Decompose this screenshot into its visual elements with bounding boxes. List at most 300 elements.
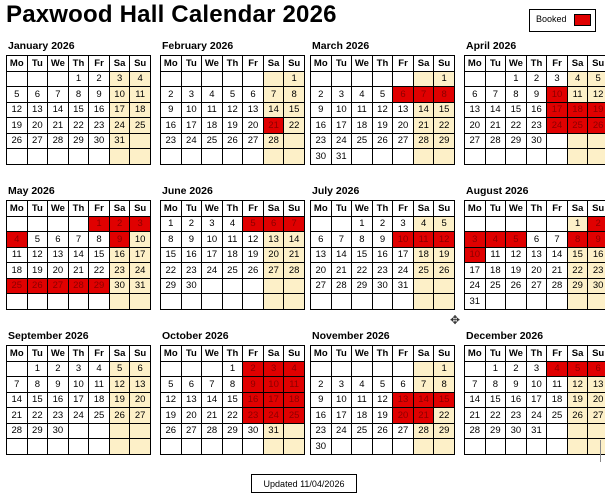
day-cell-empty bbox=[243, 294, 264, 310]
day-cell: 21 bbox=[414, 118, 435, 134]
day-cell-empty bbox=[332, 217, 353, 233]
day-cell-booked: 26 bbox=[588, 118, 605, 134]
day-cell: 4 bbox=[223, 217, 244, 233]
day-cell: 20 bbox=[243, 118, 264, 134]
day-header: Sa bbox=[414, 201, 435, 217]
day-header: Mo bbox=[311, 346, 332, 362]
day-cell-empty bbox=[182, 439, 203, 455]
day-cell: 11 bbox=[547, 377, 568, 393]
day-cell: 17 bbox=[465, 263, 486, 279]
day-cell: 1 bbox=[161, 217, 182, 233]
day-cell: 20 bbox=[48, 263, 69, 279]
day-cell-empty bbox=[414, 149, 435, 165]
day-cell: 10 bbox=[527, 377, 548, 393]
day-cell-empty bbox=[28, 217, 49, 233]
day-header: We bbox=[48, 201, 69, 217]
day-header: We bbox=[202, 201, 223, 217]
day-cell-empty bbox=[373, 362, 394, 378]
day-cell-empty bbox=[28, 439, 49, 455]
day-cell-empty bbox=[284, 134, 305, 150]
day-cell-booked: 24 bbox=[264, 408, 285, 424]
day-cell: 28 bbox=[48, 134, 69, 150]
day-cell-empty bbox=[486, 217, 507, 233]
day-cell: 18 bbox=[547, 393, 568, 409]
day-cell-booked: 10 bbox=[264, 377, 285, 393]
day-cell: 8 bbox=[352, 232, 373, 248]
day-cell: 23 bbox=[588, 263, 605, 279]
day-cell-empty bbox=[332, 294, 353, 310]
day-cell-empty bbox=[48, 217, 69, 233]
day-cell: 20 bbox=[182, 408, 203, 424]
day-cell: 12 bbox=[373, 103, 394, 119]
day-cell: 5 bbox=[434, 217, 455, 233]
month-table bbox=[310, 345, 455, 455]
day-header: Fr bbox=[393, 56, 414, 72]
day-cell-empty bbox=[414, 362, 435, 378]
day-cell-empty bbox=[202, 439, 223, 455]
day-cell-empty bbox=[527, 217, 548, 233]
day-cell-booked: 20 bbox=[393, 408, 414, 424]
day-cell: 29 bbox=[434, 134, 455, 150]
day-cell: 17 bbox=[332, 408, 353, 424]
day-cell-empty bbox=[568, 294, 589, 310]
day-header: Th bbox=[69, 346, 90, 362]
day-cell: 24 bbox=[465, 279, 486, 295]
day-cell-empty bbox=[568, 424, 589, 440]
day-cell: 15 bbox=[223, 393, 244, 409]
day-header: Mo bbox=[311, 56, 332, 72]
day-cell-empty bbox=[7, 362, 28, 378]
day-cell-booked: 11 bbox=[284, 377, 305, 393]
day-cell: 8 bbox=[28, 377, 49, 393]
day-cell: 14 bbox=[48, 103, 69, 119]
day-cell: 12 bbox=[161, 393, 182, 409]
day-cell: 24 bbox=[527, 408, 548, 424]
day-cell: 2 bbox=[311, 87, 332, 103]
day-cell: 27 bbox=[393, 424, 414, 440]
day-cell-empty bbox=[223, 279, 244, 295]
day-cell: 18 bbox=[7, 263, 28, 279]
day-cell: 30 bbox=[311, 439, 332, 455]
day-cell: 24 bbox=[110, 118, 131, 134]
day-header: We bbox=[48, 56, 69, 72]
month-title: August 2026 bbox=[466, 185, 529, 197]
day-cell: 13 bbox=[28, 103, 49, 119]
day-cell: 12 bbox=[568, 377, 589, 393]
day-cell: 11 bbox=[223, 232, 244, 248]
day-cell-empty bbox=[161, 149, 182, 165]
day-cell: 13 bbox=[243, 103, 264, 119]
day-cell: 29 bbox=[434, 424, 455, 440]
day-header: Su bbox=[130, 56, 151, 72]
day-cell: 8 bbox=[284, 87, 305, 103]
day-cell: 29 bbox=[506, 134, 527, 150]
day-cell: 13 bbox=[393, 103, 414, 119]
day-cell-empty bbox=[414, 72, 435, 88]
day-cell: 30 bbox=[243, 424, 264, 440]
day-cell: 15 bbox=[284, 103, 305, 119]
day-cell-empty bbox=[311, 217, 332, 233]
day-cell: 31 bbox=[465, 294, 486, 310]
day-cell-empty bbox=[223, 439, 244, 455]
day-cell: 21 bbox=[547, 263, 568, 279]
day-cell: 6 bbox=[28, 87, 49, 103]
day-header: Th bbox=[527, 201, 548, 217]
day-cell: 22 bbox=[223, 408, 244, 424]
day-cell-empty bbox=[486, 294, 507, 310]
day-cell: 1 bbox=[284, 72, 305, 88]
day-cell-booked: 23 bbox=[243, 408, 264, 424]
day-header: Fr bbox=[393, 201, 414, 217]
day-header: Th bbox=[69, 56, 90, 72]
day-cell: 17 bbox=[110, 103, 131, 119]
day-cell-empty bbox=[264, 439, 285, 455]
day-cell: 3 bbox=[527, 362, 548, 378]
day-cell-empty bbox=[434, 279, 455, 295]
day-cell: 9 bbox=[182, 232, 203, 248]
day-cell: 20 bbox=[393, 118, 414, 134]
day-cell: 28 bbox=[465, 424, 486, 440]
day-cell: 11 bbox=[7, 248, 28, 264]
day-cell: 14 bbox=[69, 248, 90, 264]
day-cell: 31 bbox=[110, 134, 131, 150]
legend bbox=[529, 9, 596, 32]
day-header: Sa bbox=[110, 56, 131, 72]
day-cell-empty bbox=[414, 294, 435, 310]
month-table bbox=[160, 200, 305, 310]
day-cell: 4 bbox=[568, 72, 589, 88]
day-cell: 25 bbox=[202, 134, 223, 150]
day-cell-booked: 19 bbox=[588, 103, 605, 119]
day-cell: 16 bbox=[588, 248, 605, 264]
day-cell-booked: 18 bbox=[568, 103, 589, 119]
day-cell: 23 bbox=[311, 424, 332, 440]
day-cell: 7 bbox=[48, 87, 69, 103]
day-header: We bbox=[202, 346, 223, 362]
day-cell: 28 bbox=[284, 263, 305, 279]
day-header: Tu bbox=[28, 201, 49, 217]
day-header: Mo bbox=[465, 56, 486, 72]
day-cell-empty bbox=[7, 149, 28, 165]
day-cell-empty bbox=[284, 149, 305, 165]
day-cell-empty bbox=[434, 439, 455, 455]
day-cell-empty bbox=[486, 149, 507, 165]
day-header: Fr bbox=[393, 346, 414, 362]
day-cell-booked: 21 bbox=[264, 118, 285, 134]
day-cell: 19 bbox=[7, 118, 28, 134]
day-header: Su bbox=[434, 201, 455, 217]
day-cell: 17 bbox=[202, 248, 223, 264]
day-cell: 12 bbox=[7, 103, 28, 119]
day-cell: 20 bbox=[130, 393, 151, 409]
day-cell: 30 bbox=[373, 279, 394, 295]
day-cell-empty bbox=[588, 294, 605, 310]
day-cell: 26 bbox=[434, 263, 455, 279]
day-cell: 27 bbox=[182, 424, 203, 440]
day-header: Mo bbox=[7, 346, 28, 362]
day-cell: 30 bbox=[506, 424, 527, 440]
day-cell-empty bbox=[352, 294, 373, 310]
day-cell: 22 bbox=[434, 408, 455, 424]
day-cell-empty bbox=[311, 362, 332, 378]
day-cell: 19 bbox=[434, 248, 455, 264]
day-cell-booked: 25 bbox=[284, 408, 305, 424]
day-cell: 3 bbox=[69, 362, 90, 378]
day-cell-booked: 13 bbox=[393, 393, 414, 409]
day-header: Mo bbox=[161, 346, 182, 362]
day-cell: 7 bbox=[332, 232, 353, 248]
day-cell: 16 bbox=[161, 118, 182, 134]
day-header: Sa bbox=[414, 346, 435, 362]
day-header: Th bbox=[527, 56, 548, 72]
day-header: Sa bbox=[110, 201, 131, 217]
day-header: Mo bbox=[161, 201, 182, 217]
day-cell-empty bbox=[69, 294, 90, 310]
day-cell: 26 bbox=[7, 134, 28, 150]
day-cell: 30 bbox=[48, 424, 69, 440]
day-cell: 7 bbox=[547, 232, 568, 248]
day-cell-booked: 25 bbox=[7, 279, 28, 295]
day-cell-empty bbox=[89, 424, 110, 440]
day-cell: 5 bbox=[28, 232, 49, 248]
day-cell: 23 bbox=[527, 118, 548, 134]
day-cell: 14 bbox=[414, 103, 435, 119]
day-cell: 2 bbox=[373, 217, 394, 233]
day-cell-empty bbox=[284, 424, 305, 440]
day-cell: 24 bbox=[182, 134, 203, 150]
day-cell: 24 bbox=[393, 263, 414, 279]
day-cell-booked: 28 bbox=[69, 279, 90, 295]
day-cell-booked: 9 bbox=[588, 232, 605, 248]
day-header: Sa bbox=[264, 201, 285, 217]
day-header: Th bbox=[223, 201, 244, 217]
month-title: March 2026 bbox=[312, 40, 370, 52]
day-cell-empty bbox=[110, 439, 131, 455]
day-header: Tu bbox=[486, 346, 507, 362]
day-cell: 2 bbox=[311, 377, 332, 393]
day-cell: 8 bbox=[506, 87, 527, 103]
day-cell: 7 bbox=[465, 377, 486, 393]
day-cell: 15 bbox=[352, 248, 373, 264]
day-cell: 29 bbox=[28, 424, 49, 440]
day-cell: 1 bbox=[506, 72, 527, 88]
day-cell: 13 bbox=[130, 377, 151, 393]
day-cell: 29 bbox=[69, 134, 90, 150]
day-header: Su bbox=[588, 346, 605, 362]
day-cell-booked: 6 bbox=[264, 217, 285, 233]
day-cell-empty bbox=[110, 294, 131, 310]
day-cell: 17 bbox=[69, 393, 90, 409]
day-cell-empty bbox=[264, 294, 285, 310]
day-cell: 11 bbox=[568, 87, 589, 103]
day-cell: 5 bbox=[588, 72, 605, 88]
day-cell-booked: 5 bbox=[568, 362, 589, 378]
day-cell: 26 bbox=[373, 424, 394, 440]
day-cell-empty bbox=[48, 439, 69, 455]
day-cell-empty bbox=[264, 149, 285, 165]
day-header: Fr bbox=[547, 56, 568, 72]
day-cell-empty bbox=[465, 149, 486, 165]
day-cell-booked: 2 bbox=[243, 362, 264, 378]
move-handle-icon[interactable]: ✥ bbox=[450, 313, 461, 327]
day-cell: 26 bbox=[161, 424, 182, 440]
month-table bbox=[310, 200, 455, 310]
day-cell: 18 bbox=[352, 408, 373, 424]
day-cell-empty bbox=[352, 72, 373, 88]
day-cell: 7 bbox=[69, 232, 90, 248]
day-cell: 28 bbox=[547, 279, 568, 295]
day-cell-empty bbox=[202, 149, 223, 165]
day-cell-booked: 12 bbox=[434, 232, 455, 248]
day-cell: 15 bbox=[161, 248, 182, 264]
day-cell-empty bbox=[130, 134, 151, 150]
day-cell: 16 bbox=[110, 248, 131, 264]
day-cell: 16 bbox=[89, 103, 110, 119]
day-cell-booked: 6 bbox=[588, 362, 605, 378]
month-table bbox=[6, 55, 151, 165]
day-header: We bbox=[48, 346, 69, 362]
day-cell: 6 bbox=[130, 362, 151, 378]
day-cell: 30 bbox=[311, 149, 332, 165]
updated-box bbox=[251, 474, 357, 493]
day-cell-booked: 10 bbox=[547, 87, 568, 103]
day-cell-booked: 11 bbox=[414, 232, 435, 248]
day-header: Tu bbox=[182, 346, 203, 362]
day-cell: 31 bbox=[264, 424, 285, 440]
legend-label: Booked bbox=[536, 14, 567, 24]
day-cell: 9 bbox=[48, 377, 69, 393]
day-cell-empty bbox=[393, 72, 414, 88]
day-cell: 13 bbox=[465, 103, 486, 119]
day-cell-empty bbox=[332, 439, 353, 455]
day-cell: 27 bbox=[243, 134, 264, 150]
day-cell-empty bbox=[568, 134, 589, 150]
day-cell-booked: 9 bbox=[110, 232, 131, 248]
day-cell: 3 bbox=[202, 217, 223, 233]
day-cell: 11 bbox=[352, 103, 373, 119]
day-header: Th bbox=[373, 56, 394, 72]
day-header: Mo bbox=[311, 201, 332, 217]
day-cell-booked: 3 bbox=[130, 217, 151, 233]
day-cell: 11 bbox=[486, 248, 507, 264]
day-cell: 1 bbox=[223, 362, 244, 378]
day-cell: 10 bbox=[110, 87, 131, 103]
day-cell: 9 bbox=[311, 103, 332, 119]
day-cell: 20 bbox=[264, 248, 285, 264]
day-cell: 3 bbox=[547, 72, 568, 88]
day-header: Tu bbox=[332, 56, 353, 72]
day-cell-empty bbox=[547, 134, 568, 150]
day-cell: 30 bbox=[588, 279, 605, 295]
day-cell: 20 bbox=[588, 393, 605, 409]
day-cell: 7 bbox=[7, 377, 28, 393]
day-cell-empty bbox=[243, 279, 264, 295]
day-cell: 22 bbox=[89, 263, 110, 279]
day-cell: 18 bbox=[223, 248, 244, 264]
day-header: Mo bbox=[161, 56, 182, 72]
day-cell-empty bbox=[527, 294, 548, 310]
day-cell: 5 bbox=[373, 377, 394, 393]
day-cell-empty bbox=[28, 72, 49, 88]
day-cell-empty bbox=[89, 294, 110, 310]
day-cell: 1 bbox=[28, 362, 49, 378]
day-cell: 1 bbox=[486, 362, 507, 378]
day-cell: 24 bbox=[332, 134, 353, 150]
day-cell-empty bbox=[568, 439, 589, 455]
day-cell: 12 bbox=[373, 393, 394, 409]
day-cell: 10 bbox=[69, 377, 90, 393]
day-cell: 21 bbox=[486, 118, 507, 134]
day-cell: 13 bbox=[182, 393, 203, 409]
day-cell: 7 bbox=[486, 87, 507, 103]
day-cell-empty bbox=[373, 72, 394, 88]
day-header: Fr bbox=[243, 201, 264, 217]
day-cell: 25 bbox=[89, 408, 110, 424]
day-cell: 27 bbox=[465, 134, 486, 150]
day-header: Th bbox=[373, 201, 394, 217]
day-cell-empty bbox=[506, 149, 527, 165]
day-header: Mo bbox=[465, 201, 486, 217]
day-header: Tu bbox=[486, 56, 507, 72]
day-cell: 19 bbox=[223, 118, 244, 134]
day-cell-empty bbox=[465, 217, 486, 233]
day-cell: 27 bbox=[130, 408, 151, 424]
day-cell: 10 bbox=[332, 103, 353, 119]
day-cell: 1 bbox=[352, 217, 373, 233]
day-header: We bbox=[202, 56, 223, 72]
day-cell: 28 bbox=[332, 279, 353, 295]
month-title: December 2026 bbox=[466, 330, 544, 342]
day-cell: 4 bbox=[352, 87, 373, 103]
day-cell-empty bbox=[182, 362, 203, 378]
day-cell: 28 bbox=[414, 424, 435, 440]
month-title: May 2026 bbox=[8, 185, 55, 197]
day-cell-empty bbox=[352, 149, 373, 165]
day-cell: 21 bbox=[332, 263, 353, 279]
day-cell-empty bbox=[89, 149, 110, 165]
day-cell: 6 bbox=[311, 232, 332, 248]
day-cell-empty bbox=[568, 149, 589, 165]
day-cell: 31 bbox=[332, 149, 353, 165]
day-header: Th bbox=[373, 346, 394, 362]
day-cell-empty bbox=[48, 72, 69, 88]
day-cell: 8 bbox=[161, 232, 182, 248]
day-cell: 5 bbox=[161, 377, 182, 393]
month-table bbox=[310, 55, 455, 165]
day-cell: 28 bbox=[202, 424, 223, 440]
day-header: We bbox=[352, 201, 373, 217]
month-table bbox=[6, 345, 151, 455]
day-cell: 24 bbox=[332, 424, 353, 440]
day-cell: 14 bbox=[264, 103, 285, 119]
day-cell-empty bbox=[506, 439, 527, 455]
day-cell: 19 bbox=[243, 248, 264, 264]
day-cell: 22 bbox=[284, 118, 305, 134]
day-cell: 14 bbox=[547, 248, 568, 264]
day-header: Tu bbox=[28, 346, 49, 362]
day-header: Su bbox=[588, 56, 605, 72]
day-cell: 5 bbox=[7, 87, 28, 103]
day-cell-booked: 6 bbox=[393, 87, 414, 103]
day-cell: 16 bbox=[373, 248, 394, 264]
day-cell: 27 bbox=[311, 279, 332, 295]
day-cell-empty bbox=[311, 72, 332, 88]
day-cell: 14 bbox=[284, 232, 305, 248]
day-cell: 3 bbox=[332, 377, 353, 393]
day-cell: 19 bbox=[373, 118, 394, 134]
day-cell: 23 bbox=[311, 134, 332, 150]
day-cell: 19 bbox=[28, 263, 49, 279]
